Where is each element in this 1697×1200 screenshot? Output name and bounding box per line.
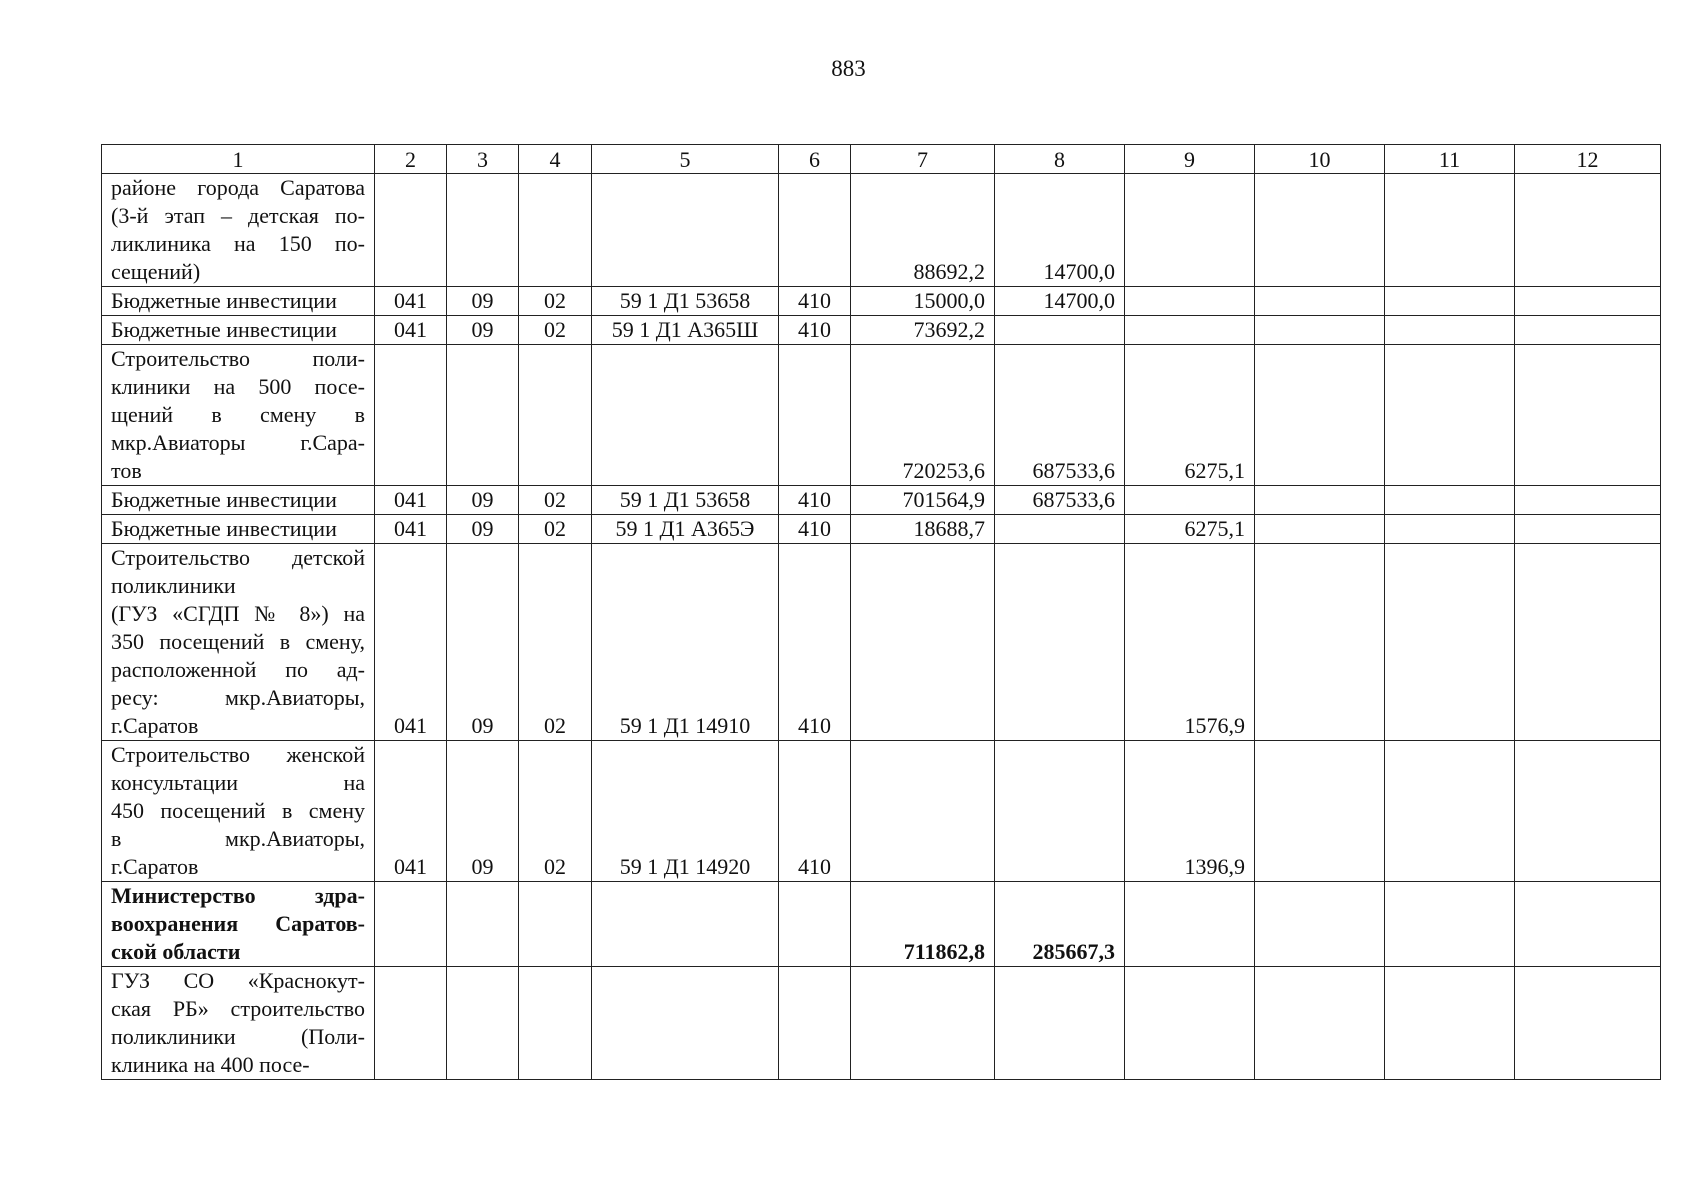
cell-col-5: 59 1 Д1 53658 bbox=[592, 287, 779, 316]
description-line: сещений) bbox=[111, 259, 201, 284]
description-line: ская РБ» строительство bbox=[111, 996, 365, 1021]
cell-col-6: 410 bbox=[779, 515, 851, 544]
cell-col-9 bbox=[1125, 882, 1255, 967]
cell-col-8: 687533,6 bbox=[995, 345, 1125, 486]
cell-col-2 bbox=[375, 967, 447, 1080]
description-line: 450 посещений в смену bbox=[111, 798, 365, 823]
table-body bbox=[102, 174, 1661, 1080]
row-description bbox=[102, 741, 375, 882]
column-header: 12 bbox=[1515, 145, 1661, 174]
column-header: 5 bbox=[592, 145, 779, 174]
cell-col-5 bbox=[592, 967, 779, 1080]
cell-col-3: 09 bbox=[447, 486, 519, 515]
cell-col-5: 59 1 Д1 А365Ш bbox=[592, 316, 779, 345]
cell-col-10 bbox=[1255, 882, 1385, 967]
cell-col-9: 6275,1 bbox=[1125, 515, 1255, 544]
column-header: 7 bbox=[851, 145, 995, 174]
description-line: Строительство детской bbox=[111, 545, 365, 570]
cell-col-7 bbox=[851, 967, 995, 1080]
description-line: ресу: мкр.Авиаторы, bbox=[111, 685, 365, 710]
description-line: воохранения Саратов- bbox=[111, 911, 365, 936]
cell-col-2: 041 bbox=[375, 544, 447, 741]
cell-col-8: 14700,0 bbox=[995, 174, 1125, 287]
table-row bbox=[102, 287, 1661, 316]
cell-col-4: 02 bbox=[519, 486, 592, 515]
cell-col-11 bbox=[1385, 486, 1515, 515]
column-header: 11 bbox=[1385, 145, 1515, 174]
column-header: 9 bbox=[1125, 145, 1255, 174]
cell-col-6: 410 bbox=[779, 486, 851, 515]
cell-col-11 bbox=[1385, 345, 1515, 486]
cell-col-11 bbox=[1385, 287, 1515, 316]
cell-col-6 bbox=[779, 967, 851, 1080]
cell-col-7: 720253,6 bbox=[851, 345, 995, 486]
cell-col-9: 1576,9 bbox=[1125, 544, 1255, 741]
cell-col-4: 02 bbox=[519, 544, 592, 741]
row-description bbox=[102, 345, 375, 486]
column-header: 8 bbox=[995, 145, 1125, 174]
cell-col-4 bbox=[519, 174, 592, 287]
cell-col-11 bbox=[1385, 882, 1515, 967]
cell-col-4: 02 bbox=[519, 741, 592, 882]
cell-col-5 bbox=[592, 174, 779, 287]
description-line: поликлиники bbox=[111, 573, 236, 598]
cell-col-6: 410 bbox=[779, 287, 851, 316]
cell-col-4 bbox=[519, 967, 592, 1080]
cell-col-10 bbox=[1255, 316, 1385, 345]
cell-col-8 bbox=[995, 544, 1125, 741]
table-row bbox=[102, 174, 1661, 287]
cell-col-5 bbox=[592, 882, 779, 967]
cell-col-4: 02 bbox=[519, 316, 592, 345]
description-line: мкр.Авиаторы г.Сара- bbox=[111, 430, 365, 455]
cell-col-7: 701564,9 bbox=[851, 486, 995, 515]
description-line: клиника на 400 посе- bbox=[111, 1052, 310, 1077]
column-header: 4 bbox=[519, 145, 592, 174]
cell-col-12 bbox=[1515, 967, 1661, 1080]
description-line: Строительство поли- bbox=[111, 346, 365, 371]
table-row bbox=[102, 967, 1661, 1080]
cell-col-7: 73692,2 bbox=[851, 316, 995, 345]
cell-col-2: 041 bbox=[375, 287, 447, 316]
cell-col-7 bbox=[851, 741, 995, 882]
cell-col-9 bbox=[1125, 174, 1255, 287]
cell-col-5: 59 1 Д1 53658 bbox=[592, 486, 779, 515]
cell-col-8 bbox=[995, 741, 1125, 882]
cell-col-9: 6275,1 bbox=[1125, 345, 1255, 486]
cell-col-2: 041 bbox=[375, 515, 447, 544]
cell-col-10 bbox=[1255, 967, 1385, 1080]
table-row bbox=[102, 544, 1661, 741]
description-line: Бюджетные инвестиции bbox=[111, 487, 337, 512]
budget-table bbox=[101, 144, 1661, 1080]
cell-col-9: 1396,9 bbox=[1125, 741, 1255, 882]
cell-col-7: 88692,2 bbox=[851, 174, 995, 287]
cell-col-11 bbox=[1385, 515, 1515, 544]
cell-col-7 bbox=[851, 544, 995, 741]
cell-col-11 bbox=[1385, 544, 1515, 741]
cell-col-6 bbox=[779, 174, 851, 287]
description-line: 350 посещений в смену, bbox=[111, 629, 365, 654]
column-header: 3 bbox=[447, 145, 519, 174]
table-row bbox=[102, 882, 1661, 967]
row-description bbox=[102, 316, 375, 345]
cell-col-11 bbox=[1385, 174, 1515, 287]
column-header: 2 bbox=[375, 145, 447, 174]
cell-col-12 bbox=[1515, 544, 1661, 741]
cell-col-10 bbox=[1255, 345, 1385, 486]
description-line: Строительство женской bbox=[111, 742, 365, 767]
cell-col-3: 09 bbox=[447, 316, 519, 345]
cell-col-2 bbox=[375, 882, 447, 967]
cell-col-6 bbox=[779, 882, 851, 967]
table-row bbox=[102, 741, 1661, 882]
description-line: районе города Саратова bbox=[111, 175, 365, 200]
cell-col-4: 02 bbox=[519, 287, 592, 316]
description-line: расположенной по ад- bbox=[111, 657, 365, 682]
description-line: г.Саратов bbox=[111, 713, 199, 738]
row-description bbox=[102, 967, 375, 1080]
cell-col-8: 285667,3 bbox=[995, 882, 1125, 967]
description-line: (ГУЗ «СГДП № 8») на bbox=[111, 601, 365, 626]
description-line: (3-й этап – детская по- bbox=[111, 203, 365, 228]
header-row bbox=[102, 145, 1661, 174]
cell-col-2: 041 bbox=[375, 486, 447, 515]
description-line: Министерство здра- bbox=[111, 883, 365, 908]
cell-col-2 bbox=[375, 174, 447, 287]
cell-col-3 bbox=[447, 174, 519, 287]
cell-col-12 bbox=[1515, 741, 1661, 882]
cell-col-8: 14700,0 bbox=[995, 287, 1125, 316]
row-description bbox=[102, 515, 375, 544]
description-line: консультации на bbox=[111, 770, 365, 795]
column-header: 1 bbox=[102, 145, 375, 174]
description-line: ской области bbox=[111, 939, 241, 964]
cell-col-3 bbox=[447, 345, 519, 486]
description-line: тов bbox=[111, 458, 142, 483]
cell-col-10 bbox=[1255, 486, 1385, 515]
column-header: 6 bbox=[779, 145, 851, 174]
cell-col-5: 59 1 Д1 А365Э bbox=[592, 515, 779, 544]
cell-col-4 bbox=[519, 345, 592, 486]
cell-col-6: 410 bbox=[779, 741, 851, 882]
cell-col-12 bbox=[1515, 316, 1661, 345]
description-line: Бюджетные инвестиции bbox=[111, 317, 337, 342]
cell-col-12 bbox=[1515, 515, 1661, 544]
cell-col-6 bbox=[779, 345, 851, 486]
cell-col-7: 18688,7 bbox=[851, 515, 995, 544]
table-row bbox=[102, 486, 1661, 515]
cell-col-9 bbox=[1125, 287, 1255, 316]
description-line: Бюджетные инвестиции bbox=[111, 516, 337, 541]
cell-col-12 bbox=[1515, 287, 1661, 316]
cell-col-11 bbox=[1385, 967, 1515, 1080]
cell-col-8 bbox=[995, 515, 1125, 544]
cell-col-8 bbox=[995, 316, 1125, 345]
cell-col-8: 687533,6 bbox=[995, 486, 1125, 515]
cell-col-9 bbox=[1125, 486, 1255, 515]
description-line: поликлиники (Поли- bbox=[111, 1024, 365, 1049]
cell-col-12 bbox=[1515, 486, 1661, 515]
cell-col-12 bbox=[1515, 174, 1661, 287]
row-description bbox=[102, 287, 375, 316]
cell-col-10 bbox=[1255, 287, 1385, 316]
description-line: г.Саратов bbox=[111, 854, 199, 879]
description-line: клиники на 500 посе- bbox=[111, 374, 365, 399]
cell-col-3: 09 bbox=[447, 544, 519, 741]
cell-col-4: 02 bbox=[519, 515, 592, 544]
cell-col-9 bbox=[1125, 316, 1255, 345]
row-description bbox=[102, 882, 375, 967]
cell-col-10 bbox=[1255, 174, 1385, 287]
cell-col-3: 09 bbox=[447, 515, 519, 544]
cell-col-4 bbox=[519, 882, 592, 967]
cell-col-11 bbox=[1385, 316, 1515, 345]
cell-col-5: 59 1 Д1 14910 bbox=[592, 544, 779, 741]
cell-col-3: 09 bbox=[447, 741, 519, 882]
cell-col-7: 711862,8 bbox=[851, 882, 995, 967]
cell-col-5: 59 1 Д1 14920 bbox=[592, 741, 779, 882]
cell-col-7: 15000,0 bbox=[851, 287, 995, 316]
cell-col-2: 041 bbox=[375, 741, 447, 882]
table-row bbox=[102, 316, 1661, 345]
cell-col-12 bbox=[1515, 345, 1661, 486]
row-description bbox=[102, 544, 375, 741]
page-number: 883 bbox=[831, 56, 866, 81]
description-line: щений в смену в bbox=[111, 402, 365, 427]
cell-col-2: 041 bbox=[375, 316, 447, 345]
cell-col-2 bbox=[375, 345, 447, 486]
cell-col-10 bbox=[1255, 741, 1385, 882]
cell-col-12 bbox=[1515, 882, 1661, 967]
description-line: ГУЗ СО «Краснокут- bbox=[111, 968, 365, 993]
cell-col-5 bbox=[592, 345, 779, 486]
table-row bbox=[102, 515, 1661, 544]
cell-col-6: 410 bbox=[779, 316, 851, 345]
cell-col-11 bbox=[1385, 741, 1515, 882]
description-line: Бюджетные инвестиции bbox=[111, 288, 337, 313]
cell-col-10 bbox=[1255, 515, 1385, 544]
table-header bbox=[102, 145, 1661, 174]
cell-col-8 bbox=[995, 967, 1125, 1080]
cell-col-3 bbox=[447, 882, 519, 967]
row-description bbox=[102, 486, 375, 515]
cell-col-6: 410 bbox=[779, 544, 851, 741]
cell-col-3: 09 bbox=[447, 287, 519, 316]
column-header: 10 bbox=[1255, 145, 1385, 174]
row-description bbox=[102, 174, 375, 287]
cell-col-3 bbox=[447, 967, 519, 1080]
cell-col-10 bbox=[1255, 544, 1385, 741]
cell-col-9 bbox=[1125, 967, 1255, 1080]
description-line: ликлиника на 150 по- bbox=[111, 231, 365, 256]
table-row bbox=[102, 345, 1661, 486]
description-line: в мкр.Авиаторы, bbox=[111, 826, 365, 851]
